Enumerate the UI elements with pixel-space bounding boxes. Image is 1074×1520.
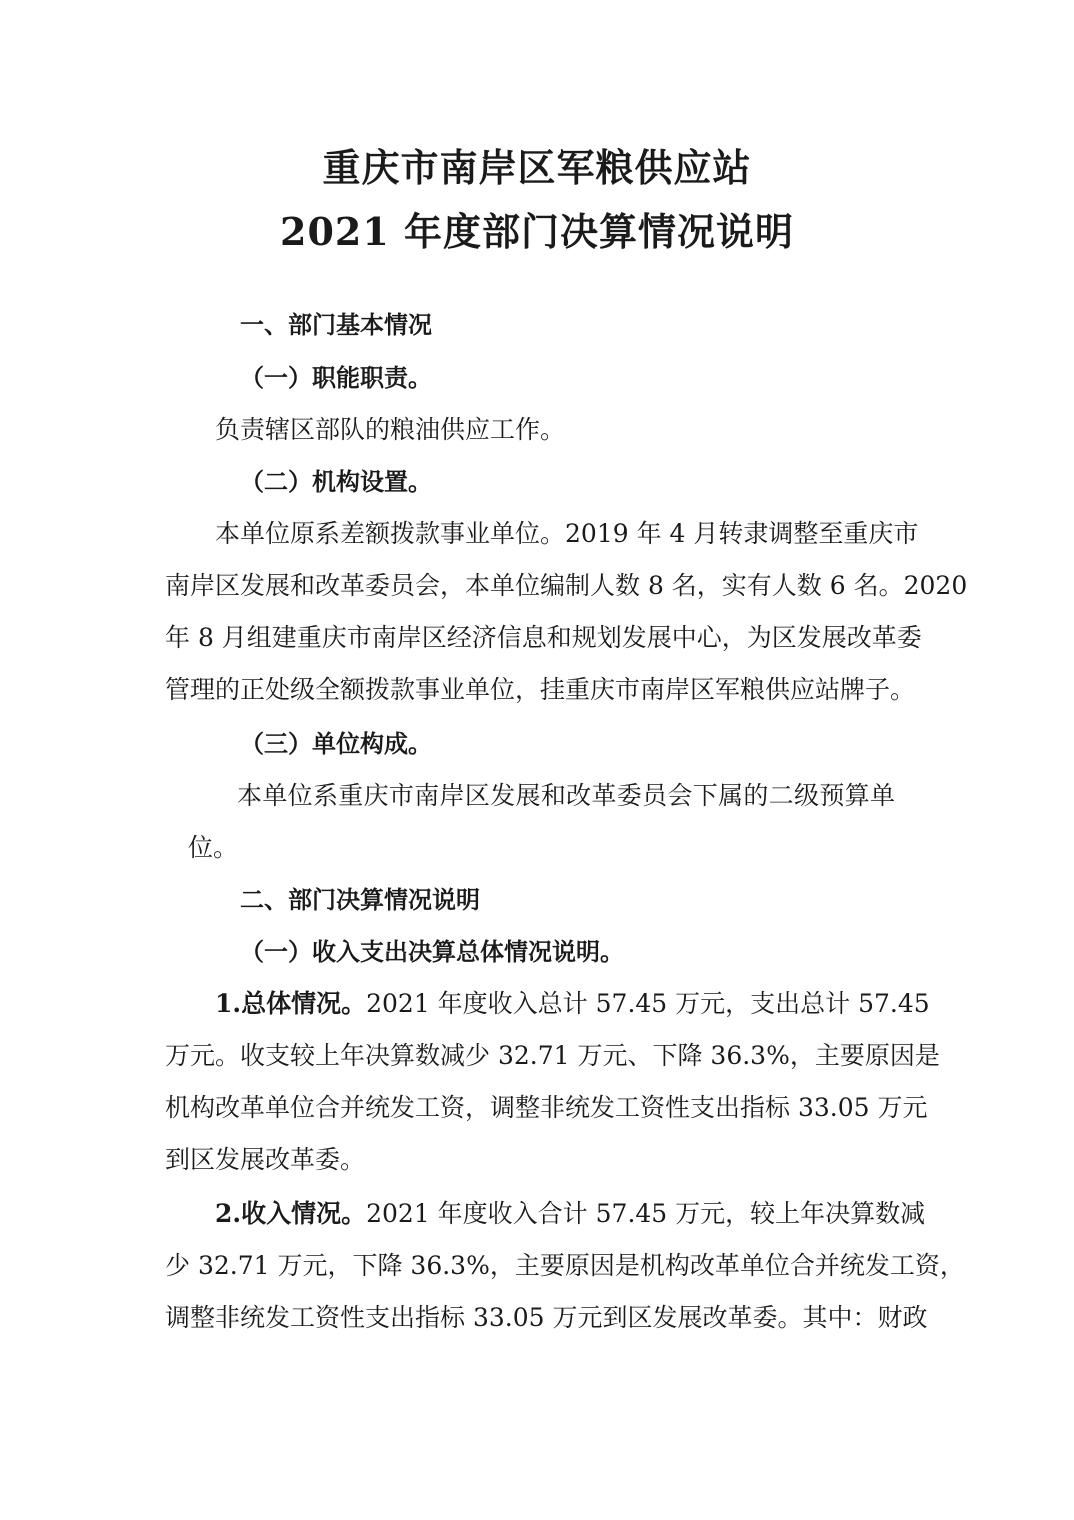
- section1-3-body-line2: 位。: [188, 833, 239, 862]
- section1-1-heading: （一）职能职责。: [240, 363, 432, 392]
- section1-2-body-line1: 本单位原系差额拨款事业单位。2019 年 4 月转隶调整至重庆市: [215, 519, 919, 548]
- section1-2-body-line3: 年 8 月组建重庆市南岸区经济信息和规划发展中心，为区发展改革委: [165, 623, 922, 652]
- paragraph2-line1-text: 2021 年度收入合计 57.45 万元，较上年决算数减: [366, 1199, 926, 1228]
- paragraph1-line2: 万元。收支较上年决算数减少 32.71 万元、下降 36.3%，主要原因是: [165, 1041, 940, 1070]
- paragraph1-line1: [215, 986, 930, 1022]
- paragraph2-lead: 2.收入情况。: [215, 1199, 367, 1228]
- document-title-line2: 2021 年度部门决算情况说明: [280, 209, 794, 254]
- paragraph2-line3: 调整非统发工资性支出指标 33.05 万元到区发展改革委。其中：财政: [165, 1303, 928, 1332]
- section1-2-heading: （二）机构设置。: [240, 467, 432, 496]
- section1-heading: 一、部门基本情况: [240, 310, 432, 339]
- paragraph2-line2: 少 32.71 万元，下降 36.3%，主要原因是机构改革单位合并统发工资，: [165, 1251, 965, 1280]
- paragraph1-line4: 到区发展改革委。: [165, 1145, 366, 1174]
- section1-3-body-line1: 本单位系重庆市南岸区发展和改革委员会下属的二级预算单: [237, 781, 895, 810]
- section2-1-heading: （一）收入支出决算总体情况说明。: [240, 937, 624, 966]
- section1-2-body-line2: 南岸区发展和改革委员会，本单位编制人数 8 名，实有人数 6 名。2020: [165, 571, 968, 600]
- paragraph2-line1: [215, 1196, 926, 1232]
- section1-2-body-line4: 管理的正处级全额拨款事业单位，挂重庆市南岸区军粮供应站牌子。: [165, 675, 916, 704]
- section1-3-heading: （三）单位构成。: [240, 729, 432, 758]
- document-title-line1: 重庆市南岸区军粮供应站: [322, 145, 752, 190]
- paragraph1-lead: 1.总体情况。: [215, 989, 367, 1018]
- paragraph1-line3: 机构改革单位合并统发工资，调整非统发工资性支出指标 33.05 万元: [165, 1093, 928, 1122]
- paragraph1-line1-text: 2021 年度收入总计 57.45 万元，支出总计 57.45: [366, 989, 930, 1018]
- section1-1-body: 负责辖区部队的粮油供应工作。: [215, 415, 566, 444]
- section2-heading: 二、部门决算情况说明: [240, 885, 480, 914]
